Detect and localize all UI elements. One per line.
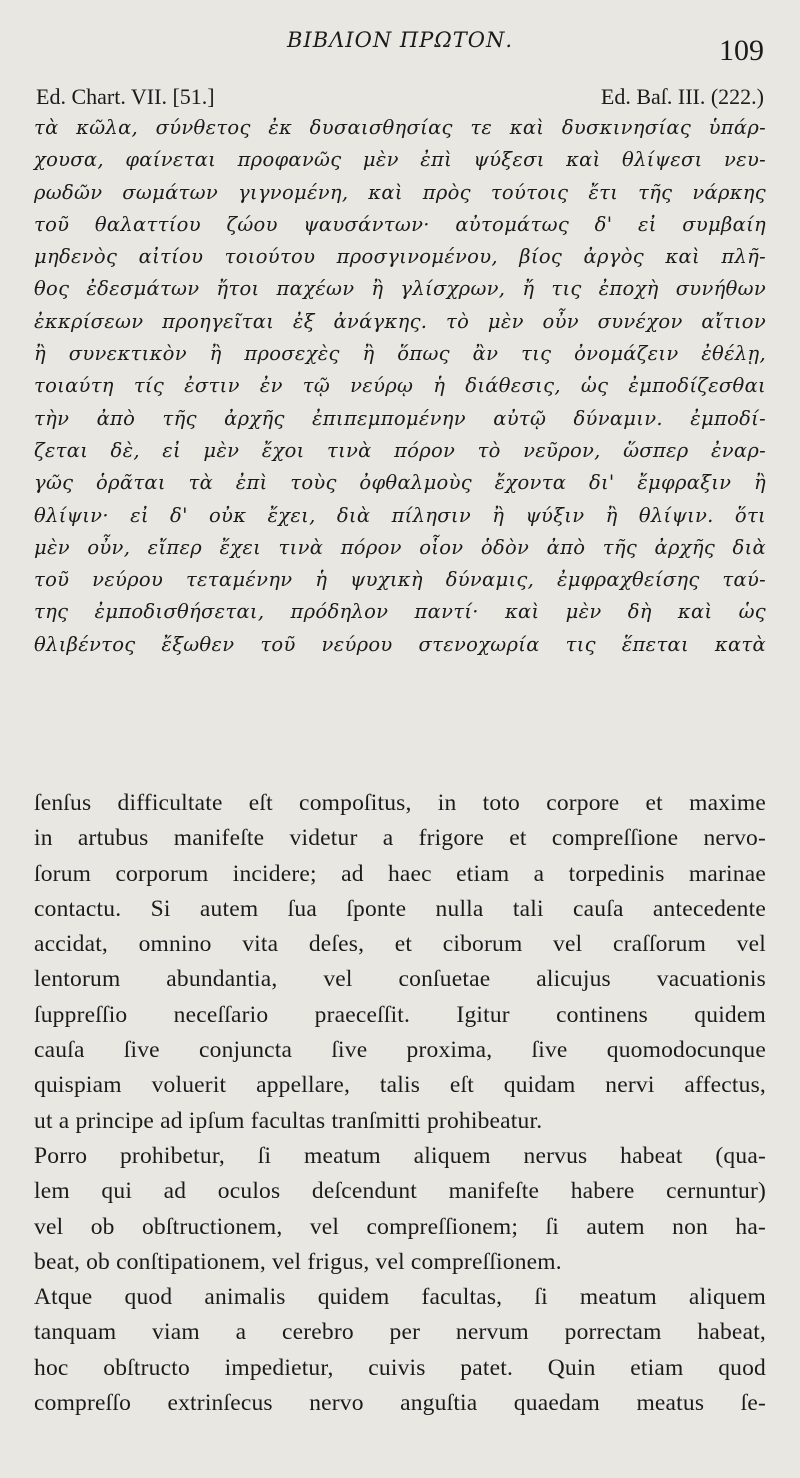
latin-line: lem qui ad oculos deſcendunt manifeſte habere cernuntur) xyxy=(34,1178,766,1205)
edition-reference-left: Ed. Chart. VII. [51.] xyxy=(36,84,215,109)
latin-line: quispiam voluerit appellare, talis eſt quidam nervi affectus, xyxy=(34,1072,766,1099)
greek-line: τοῦ νεύρου τεταμένην ἡ ψυχικὴ δύναμις, ἐμφραχθείσης ταύ- xyxy=(34,568,766,592)
greek-line: τὰ κῶλα, σύνθετος ἐκ δυσαισθησίας τε καὶ δυσκινησίας ὑπάρ- xyxy=(34,116,766,139)
greek-line: χουσα, φαίνεται προφανῶς μὲν ἐπὶ ψύξεσι καὶ θλίψεσι νευ- xyxy=(34,148,766,172)
greek-line: τοιαύτη τίς ἐστιν ἐν τῷ νεύρῳ ἡ διάθεσις, ὡς ἐμποδίζεσθαι xyxy=(34,374,766,398)
latin-line: contactu. Si autem ſua ſponte nulla tali cauſa antecedente xyxy=(34,895,766,922)
greek-line: τοῦ θαλαττίου ζώου ψαυσάντων· αὐτομάτως δ' εἰ συμβαίη xyxy=(34,212,766,236)
latin-line: cauſa ſive conjuncta ſive proxima, ſive quomodocunque xyxy=(34,1037,766,1064)
latin-line: accidat, omnino vita deſes, et ciborum vel craſſorum vel xyxy=(34,931,766,958)
page-number: 109 xyxy=(719,34,764,67)
greek-line: ἐκκρίσεων προηγεῖται ἐξ ἀνάγκης. τὸ μὲν οὖν συνέχον αἴτιον xyxy=(34,309,766,333)
greek-line: θος ἐδεσμάτων ἤτοι παχέων ἢ γλίσχρων, ἤ τις ἐποχὴ συνήθων xyxy=(34,277,766,301)
latin-line: hoc obſtructo impedietur, cuivis patet. Quin etiam quod xyxy=(34,1354,766,1381)
latin-text-block xyxy=(34,786,766,1421)
latin-line: ſorum corporum incidere; ad haec etiam a torpedinis marinae xyxy=(34,860,766,887)
greek-line: μὲν οὖν, εἴπερ ἔχει τινὰ πόρον οἷον ὁδὸν ἀπὸ τῆς ἀρχῆς διὰ xyxy=(34,535,766,559)
latin-line: Porro prohibetur, ſi meatum aliquem nervus habeat (qua- xyxy=(34,1142,766,1169)
greek-line: ρωδῶν σωμάτων γιγνομένη, καὶ πρὸς τούτοις ἔτι τῆς νάρκης xyxy=(34,180,766,204)
greek-line: τὴν ἀπὸ τῆς ἀρχῆς ἐπιπεμπομένην αὐτῷ δύναμιν. ἐμποδί- xyxy=(34,406,766,430)
latin-line: ut a principe ad ipſum facultas tranſmitti prohibeatur. xyxy=(34,1107,543,1134)
greek-line: της ἐμποδισθήσεται, πρόδηλον παντί· καὶ μὲν δὴ καὶ ὡς xyxy=(34,600,766,624)
latin-line: beat, ob conſtipationem, vel frigus, vel compreſſionem. xyxy=(34,1248,562,1275)
greek-line: μηδενὸς αἰτίου τοιούτου προσγινομένου, βίος ἀργὸς καὶ πλῆ- xyxy=(34,245,766,269)
greek-line: θλίψιν· εἰ δ' οὐκ ἔχει, διὰ πίλησιν ἢ ψύξιν ἢ θλίψιν. ὅτι xyxy=(34,503,766,527)
running-title: ΒΙΒΛΙΟΝ ΠΡΩΤΟΝ. xyxy=(286,28,513,52)
latin-line: ſuppreſſio neceſſario praeceſſit. Igitur continens quidem xyxy=(34,1001,766,1028)
latin-line: compreſſo extrinſecus nervo anguſtia quaedam meatus ſe- xyxy=(34,1390,766,1417)
latin-line: tanquam viam a cerebro per nervum porrectam habeat, xyxy=(34,1319,766,1346)
latin-line: lentorum abundantia, vel conſuetae alicujus vacuationis xyxy=(34,966,766,993)
latin-line: in artubus manifeſte videtur a frigore et compreſſione nervo- xyxy=(34,825,766,852)
latin-line: Atque quod animalis quidem facultas, ſi meatum aliquem xyxy=(34,1284,766,1311)
greek-line: ζεται δὲ, εἰ μὲν ἔχοι τινὰ πόρον τὸ νεῦρον, ὥσπερ ἐναρ- xyxy=(34,438,766,462)
edition-reference-right: Ed. Baſ. III. (222.) xyxy=(600,84,764,109)
latin-line: vel ob obſtructionem, vel compreſſionem; ſi autem non ha- xyxy=(34,1213,766,1240)
greek-text-block xyxy=(34,112,766,661)
latin-line: ſenſus difficultate eſt compoſitus, in toto corpore et maxime xyxy=(34,790,766,816)
greek-line: ἢ συνεκτικὸν ἢ προσεχὲς ἢ ὅπως ἂν τις ὀνομάζειν ἐθέλῃ, xyxy=(34,342,766,366)
greek-line: θλιβέντος ἔξωθεν τοῦ νεύρου στενοχωρία τις ἕπεται κατὰ xyxy=(34,632,766,656)
greek-line: γῶς ὁρᾶται τὰ ἐπὶ τοὺς ὀφθαλμοὺς ἔχοντα δι' ἔμφραξιν ἢ xyxy=(34,471,766,495)
